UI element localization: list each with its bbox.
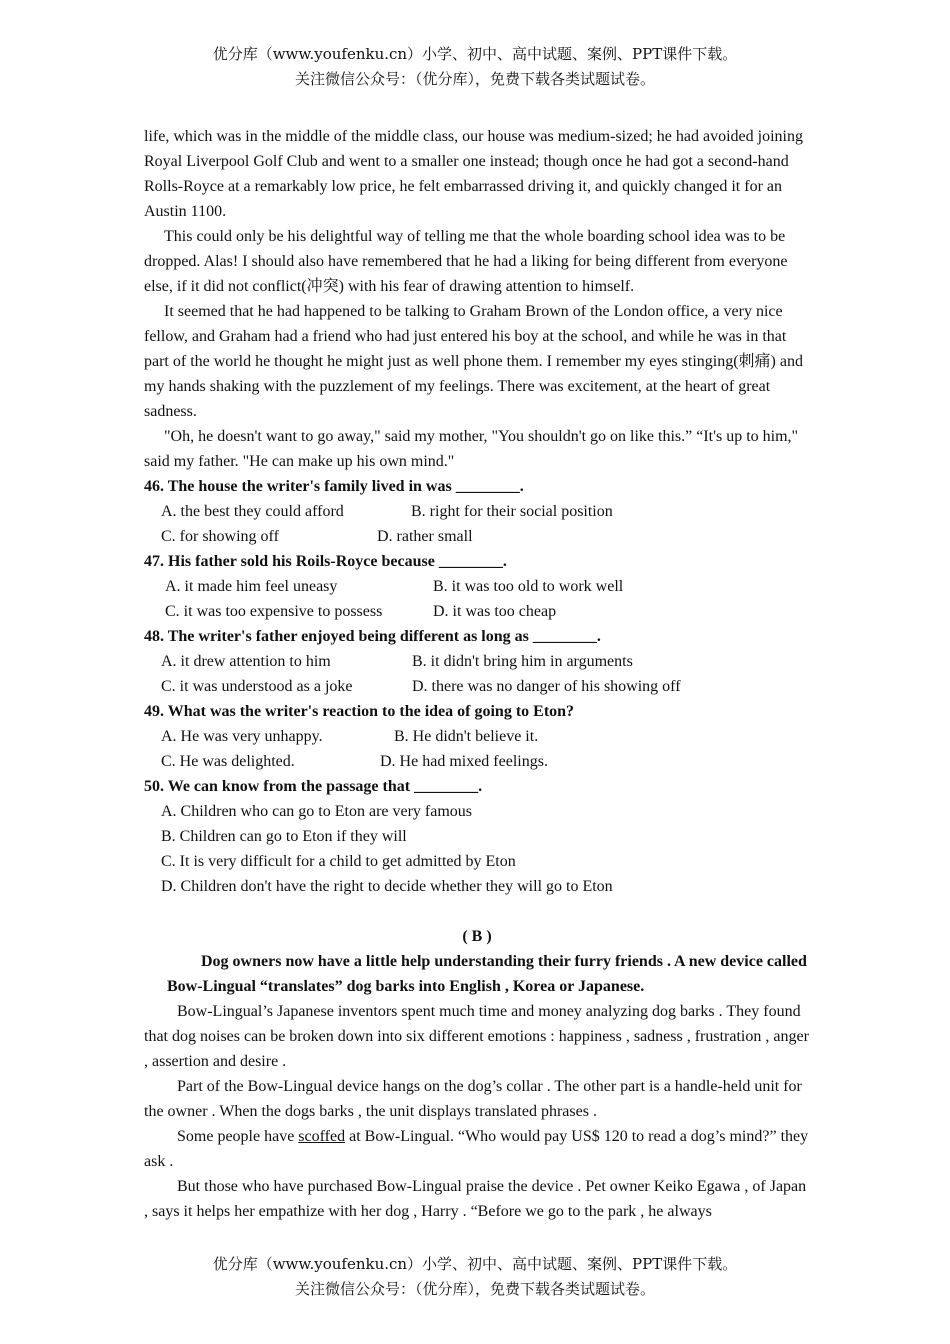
question-49-option-a: A. He was very unhappy.	[161, 728, 323, 745]
question-50-option-c: C. It is very difficult for a child to get admitted by Eton	[161, 853, 516, 870]
page-header	[0, 42, 950, 92]
passage-b-paragraph-3-end: at Bow-Lingual. “Who would pay US$ 120 to read a dog’s mind?” they ask .	[144, 1128, 809, 1170]
question-47-option-d: D. it was too cheap	[433, 603, 557, 620]
question-47-option-b: B. it was too old to work well	[433, 578, 624, 595]
question-47-stem: 47. His father sold his Roils-Royce because ________.	[144, 553, 507, 570]
question-48-options-row-2	[144, 674, 810, 699]
passage-a-paragraph-1: life, which was in the middle of the middle class, our house was medium-sized; he had avoided joining Royal Liverpool Golf Club and went to a smaller one instead; though once he had got a second-hand Rolls-Royce at a remarkably low price, he felt embarrassed driving it, and quickly changed it for an Austin 1100.	[144, 128, 803, 220]
question-46-options-row-1	[144, 499, 810, 524]
passage-b-paragraph-1: Bow-Lingual’s Japanese inventors spent much time and money analyzing dog barks . They found that dog noises can be broken down into six different emotions : happiness , sadness , frustration , anger , assertion and desire .	[144, 1003, 809, 1070]
page-content	[144, 124, 810, 1224]
passage-b-intro: Dog owners now have a little help understanding their furry friends . A new device called Bow-Lingual “translates” dog barks into English , Korea or Japanese.	[167, 953, 807, 995]
question-49-option-d: D. He had mixed feelings.	[380, 753, 548, 770]
question-46-options-row-2	[144, 524, 810, 549]
question-49-option-c: C. He was delighted.	[161, 753, 295, 770]
question-48-option-b: B. it didn't bring him in arguments	[412, 653, 633, 670]
question-49-options-row-2	[144, 749, 810, 774]
passage-a-paragraph-3: It seemed that he had happened to be talking to Graham Brown of the London office, a very nice fellow, and Graham had a friend who had just entered his boy at the school, and while he was in that part of the world he thought he might just as well phone them. I remember my eyes stinging(刺痛) and my hands shaking with the puzzlement of my feelings. There was excitement, at the heart of great sadness.	[144, 303, 803, 420]
question-46-option-b: B. right for their social position	[411, 503, 613, 520]
passage-b-paragraph-3	[144, 1124, 810, 1174]
question-49-options-row-1	[144, 724, 810, 749]
page-footer	[0, 1252, 950, 1302]
question-48-options-row-1	[144, 649, 810, 674]
footer-line-1: 优分库（www.youfenku.cn）小学、初中、高中试题、案例、PPT课件下载。	[212, 1255, 738, 1273]
passage-a-paragraph-2: This could only be his delightful way of telling me that the whole boarding school idea was to be dropped. Alas! I should also have remembered that he had a liking for being different from everyone else, if it did not conflict(冲突) with his fear of drawing attention to himself.	[144, 228, 788, 295]
footer-line-2: 关注微信公众号：（优分库），免费下载各类试题试卷。	[294, 1280, 655, 1298]
passage-b-paragraph-3-start: Some people have	[177, 1128, 299, 1145]
passage-b-paragraph-2: Part of the Bow-Lingual device hangs on the dog’s collar . The other part is a handle-held unit for the owner . When the dogs barks , the unit displays translated phrases .	[144, 1078, 802, 1120]
question-47-options-row-2	[144, 599, 810, 624]
question-47-options-row-1	[144, 574, 810, 599]
question-49-option-b: B. He didn't believe it.	[394, 728, 539, 745]
question-46-stem: 46. The house the writer's family lived in was ________.	[144, 478, 524, 495]
question-50-option-d: D. Children don't have the right to decide whether they will go to Eton	[161, 878, 613, 895]
passage-b-paragraph-4: But those who have purchased Bow-Lingual praise the device . Pet owner Keiko Egawa , of Japan , says it helps her empathize with her dog , Harry . “Before we go to the park , he always	[144, 1178, 807, 1220]
question-48-option-c: C. it was understood as a joke	[161, 678, 353, 695]
question-50-option-a: A. Children who can go to Eton are very famous	[161, 803, 473, 820]
underlined-word-scoffed: scoffed	[298, 1128, 346, 1145]
question-47-option-c: C. it was too expensive to possess	[165, 603, 383, 620]
passage-b-title: ( B )	[462, 928, 492, 945]
question-46-option-c: C. for showing off	[161, 528, 279, 545]
question-48-option-d: D. there was no danger of his showing off	[412, 678, 681, 695]
question-48-option-a: A. it drew attention to him	[161, 653, 331, 670]
passage-a-paragraph-4: "Oh, he doesn't want to go away," said my mother, "You shouldn't go on like this.” “It's up to him," said my father. "He can make up his own mind."	[144, 428, 799, 470]
question-50-stem: 50. We can know from the passage that ________.	[144, 778, 483, 795]
question-49-stem: 49. What was the writer's reaction to the idea of going to Eton?	[144, 703, 575, 720]
question-50-option-b: B. Children can go to Eton if they will	[161, 828, 407, 845]
question-46-option-d: D. rather small	[377, 528, 473, 545]
question-46-option-a: A. the best they could afford	[161, 503, 344, 520]
question-47-option-a: A. it made him feel uneasy	[165, 578, 338, 595]
header-line-1: 优分库（www.youfenku.cn）小学、初中、高中试题、案例、PPT课件下载。	[212, 45, 738, 63]
question-48-stem: 48. The writer's father enjoyed being different as long as ________.	[144, 628, 601, 645]
header-line-2: 关注微信公众号：（优分库），免费下载各类试题试卷。	[294, 70, 655, 88]
